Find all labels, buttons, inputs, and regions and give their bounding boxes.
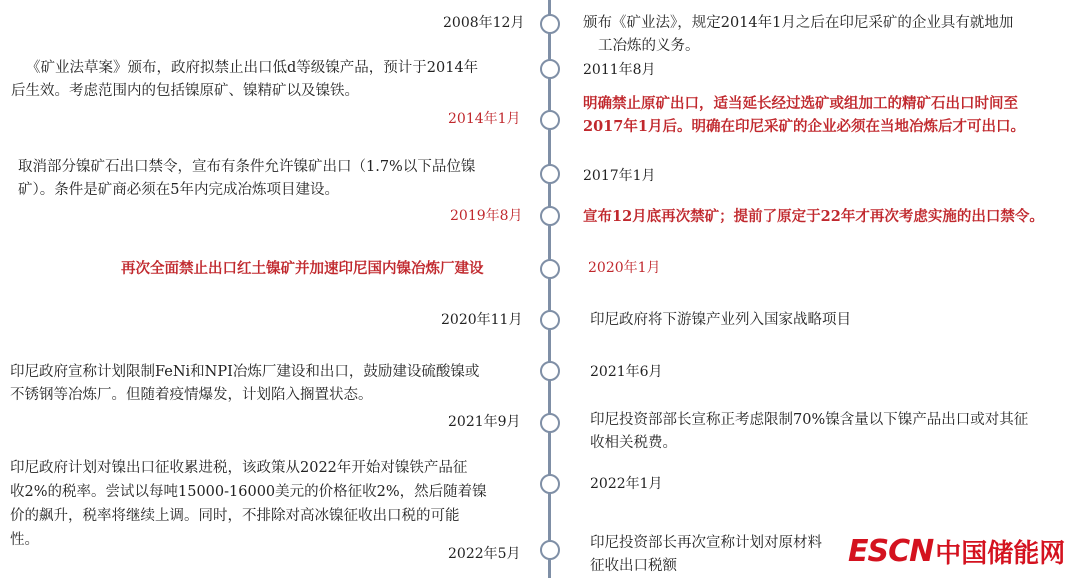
- event-text-line: 颁布《矿业法》，规定2014年1月之后在印尼采矿的企业具有就地加: [583, 15, 1014, 31]
- event-text-line: 收相关税费。: [590, 435, 677, 451]
- event-text-line: 明确禁止原矿出口，适当延长经过选矿或组加工的精矿石出口时间至: [583, 95, 1018, 112]
- event-text-line: 不锈钢等冶炼厂。但随着疫情爆发，计划陷入搁置状态。: [10, 387, 373, 403]
- event-date: 2020年11月: [441, 312, 523, 328]
- watermark-chinese: 中国储能网: [935, 538, 1066, 569]
- event-date: 2021年6月: [590, 364, 663, 380]
- timeline-node: [540, 110, 560, 130]
- event-text: [10, 361, 479, 407]
- event-date: 2020年1月: [588, 260, 661, 276]
- timeline-node: [540, 474, 560, 494]
- timeline-node: [540, 310, 560, 330]
- event-text: [583, 92, 1025, 138]
- event-text-line: 工冶炼的义务。: [598, 38, 700, 54]
- event-text-line: 印尼投资部长再次宣称计划对原材料: [590, 535, 822, 551]
- event-date: 2017年1月: [583, 168, 656, 184]
- escn-watermark-logo: [848, 534, 1065, 568]
- timeline-node: [540, 413, 560, 433]
- event-date: 2008年12月: [443, 15, 525, 31]
- event-text-line: 2017年1月后。明确在印尼采矿的企业必须在当地冶炼后才可出口。: [583, 118, 1025, 135]
- event-text-line: 收2%的税率。尝试以每吨15000-16000美元的价格征收2%，然后随着镍: [10, 484, 487, 500]
- event-text-line: 印尼政府宣称计划限制FeNi和NPI冶炼厂建设和出口，鼓励建设硫酸镍或: [10, 364, 480, 380]
- event-date: 2011年8月: [583, 62, 656, 78]
- event-text-line: 印尼政府计划对镍出口征收累进税，该政策从2022年开始对镍铁产品征: [10, 460, 468, 476]
- event-text-line: 取消部分镍矿石出口禁令，宣布有条件允许镍矿出口（1.7%以下品位镍: [18, 159, 476, 175]
- event-text-line: 性。: [10, 532, 39, 548]
- event-date: 2021年9月: [448, 414, 521, 430]
- event-date: 2022年1月: [590, 476, 663, 492]
- event-text: 宣布12月底再次禁矿；提前了原定于22年才再次考虑实施的出口禁令。: [583, 208, 1044, 225]
- event-date: 2014年1月: [448, 111, 521, 127]
- timeline-node: [540, 14, 560, 34]
- event-text-line: 价的飙升，税率将继续上调。同时，不排除对高冰镍征收出口税的可能: [10, 508, 460, 524]
- event-date: 2019年8月: [450, 208, 523, 224]
- event-text: 印尼政府将下游镍产业列入国家战略项目: [590, 312, 851, 328]
- event-text: [10, 456, 487, 552]
- timeline-node: [540, 259, 560, 279]
- event-text: [11, 57, 479, 103]
- event-text: [18, 156, 475, 202]
- event-text: 再次全面禁止出口红土镍矿并加速印尼国内镍冶炼厂建设: [121, 260, 484, 277]
- event-text: [590, 409, 1028, 455]
- event-date: 2022年5月: [448, 546, 521, 562]
- timeline-node: [540, 206, 560, 226]
- event-text: [590, 532, 822, 578]
- event-text-line: 矿）。条件是矿商必须在5年内完成冶炼项目建设。: [18, 182, 339, 198]
- event-text-line: 《矿业法草案》颁布，政府拟禁止出口低d等级镍产品，预计于2014年: [26, 60, 479, 76]
- event-text-line: 印尼投资部部长宣称正考虑限制70%镍含量以下镍产品出口或对其征: [590, 412, 1029, 428]
- timeline-node: [540, 59, 560, 79]
- timeline-node: [540, 164, 560, 184]
- event-text-line: 征收出口税额: [590, 558, 677, 574]
- event-text-line: 后生效。考虑范围内的包括镍原矿、镍精矿以及镍铁。: [11, 83, 359, 99]
- timeline-node: [540, 361, 560, 381]
- watermark-latin: ESCN: [848, 533, 934, 569]
- timeline-node: [540, 540, 560, 560]
- event-text: [583, 12, 1013, 58]
